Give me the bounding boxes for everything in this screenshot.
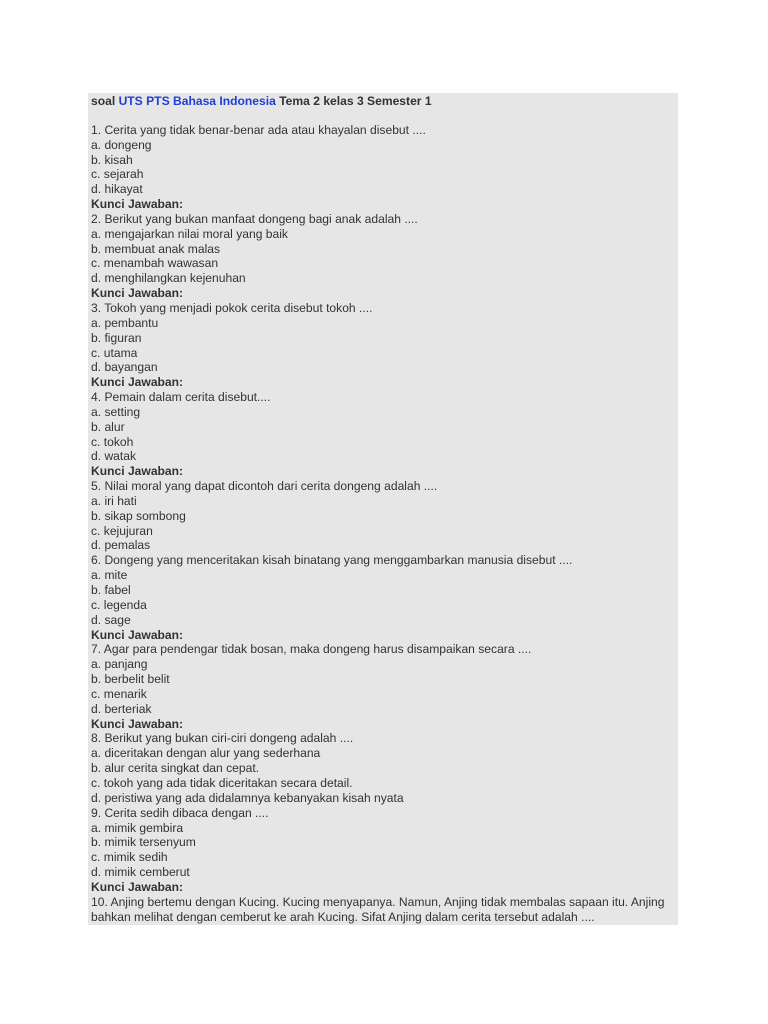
document-panel (88, 93, 678, 925)
answer-option: d. peristiwa yang ada didalamnya kebanyakan kisah nyata (91, 790, 404, 805)
answer-key-label: Kunci Jawaban: (91, 879, 184, 894)
answer-option: a. diceritakan dengan alur yang sederhana (91, 746, 321, 761)
answer-option: d. hikayat (91, 182, 143, 197)
answer-option: c. tokoh (91, 434, 134, 449)
answer-option: b. membuat anak malas (91, 241, 221, 256)
title-prefix: soal (91, 94, 119, 108)
answer-key-label: Kunci Jawaban: (91, 716, 184, 731)
answer-option: b. alur cerita singkat dan cepat. (91, 761, 260, 776)
question-text: 10. Anjing bertemu dengan Kucing. Kucing menyapanya. Namun, Anjing tidak membalas sapaan itu. Anjing bahkan melihat dengan cemberut ke arah Kucing. Sifat Anjing dalam cerita tersebut adalah .... (91, 894, 665, 924)
title-link[interactable]: UTS PTS Bahasa Indonesia (118, 94, 276, 108)
answer-option: c. utama (91, 345, 138, 360)
answer-option: a. panjang (91, 657, 148, 672)
answer-option: a. pembantu (91, 315, 159, 330)
answer-key-label: Kunci Jawaban: (91, 464, 184, 479)
answer-option: c. sejarah (91, 167, 144, 182)
answer-option: a. setting (91, 404, 141, 419)
answer-option: b. sikap sombong (91, 508, 186, 523)
question-text: 8. Berikut yang bukan ciri-ciri dongeng adalah .... (91, 731, 354, 746)
answer-option: c. menarik (91, 686, 147, 701)
answer-option: d. watak (91, 449, 137, 464)
answer-option: b. kisah (91, 152, 133, 167)
answer-option: c. menambah wawasan (91, 256, 219, 271)
question-text: 1. Cerita yang tidak benar-benar ada atau khayalan disebut .... (91, 122, 426, 137)
question-text: 5. Nilai moral yang dapat dicontoh dari cerita dongeng adalah .... (91, 479, 438, 494)
title-suffix: Tema 2 kelas 3 Semester 1 (275, 94, 432, 108)
answer-option: a. dongeng (91, 137, 152, 152)
answer-option: d. mimik cemberut (91, 865, 190, 880)
answer-option: a. mengajarkan nilai moral yang baik (91, 226, 288, 241)
answer-option: d. bayangan (91, 360, 158, 375)
answer-option: a. iri hati (91, 493, 137, 508)
page-title (91, 94, 678, 109)
question-list (91, 123, 678, 925)
answer-key-label: Kunci Jawaban: (91, 286, 184, 301)
document-content (88, 94, 678, 924)
answer-key-label: Kunci Jawaban: (91, 375, 184, 390)
answer-key-label: Kunci Jawaban: (91, 197, 184, 212)
answer-option: b. alur (91, 419, 125, 434)
answer-option: b. mimik tersenyum (91, 835, 196, 850)
answer-option: d. pemalas (91, 538, 151, 553)
title-spacer (91, 109, 678, 123)
answer-option: c. mimik sedih (91, 850, 168, 865)
answer-option: c. legenda (91, 597, 147, 612)
answer-option: d. sage (91, 612, 131, 627)
answer-option: b. berbelit belit (91, 672, 170, 687)
answer-option: d. berteriak (91, 701, 152, 716)
answer-option: c. kejujuran (91, 523, 153, 538)
answer-option: b. fabel (91, 583, 131, 597)
question-text: 9. Cerita sedih dibaca dengan .... (91, 805, 269, 820)
question-text: 4. Pemain dalam cerita disebut.... (91, 390, 271, 405)
answer-option: b. figuran (91, 330, 142, 345)
answer-option: c. tokoh yang ada tidak diceritakan secara detail. (91, 775, 353, 790)
answer-option: d. menghilangkan kejenuhan (91, 271, 246, 286)
question-text: 7. Agar para pendengar tidak bosan, maka dongeng harus disampaikan secara .... (91, 642, 532, 657)
question-text: 3. Tokoh yang menjadi pokok cerita disebut tokoh .... (91, 300, 373, 315)
question-text: 2. Berikut yang bukan manfaat dongeng bagi anak adalah .... (91, 211, 418, 226)
answer-key-label: Kunci Jawaban: (91, 627, 184, 642)
answer-option: a. mite (91, 568, 128, 583)
question-text: 6. Dongeng yang menceritakan kisah binatang yang menggambarkan manusia disebut .... (91, 553, 573, 568)
answer-option: a. mimik gembira (91, 820, 184, 835)
